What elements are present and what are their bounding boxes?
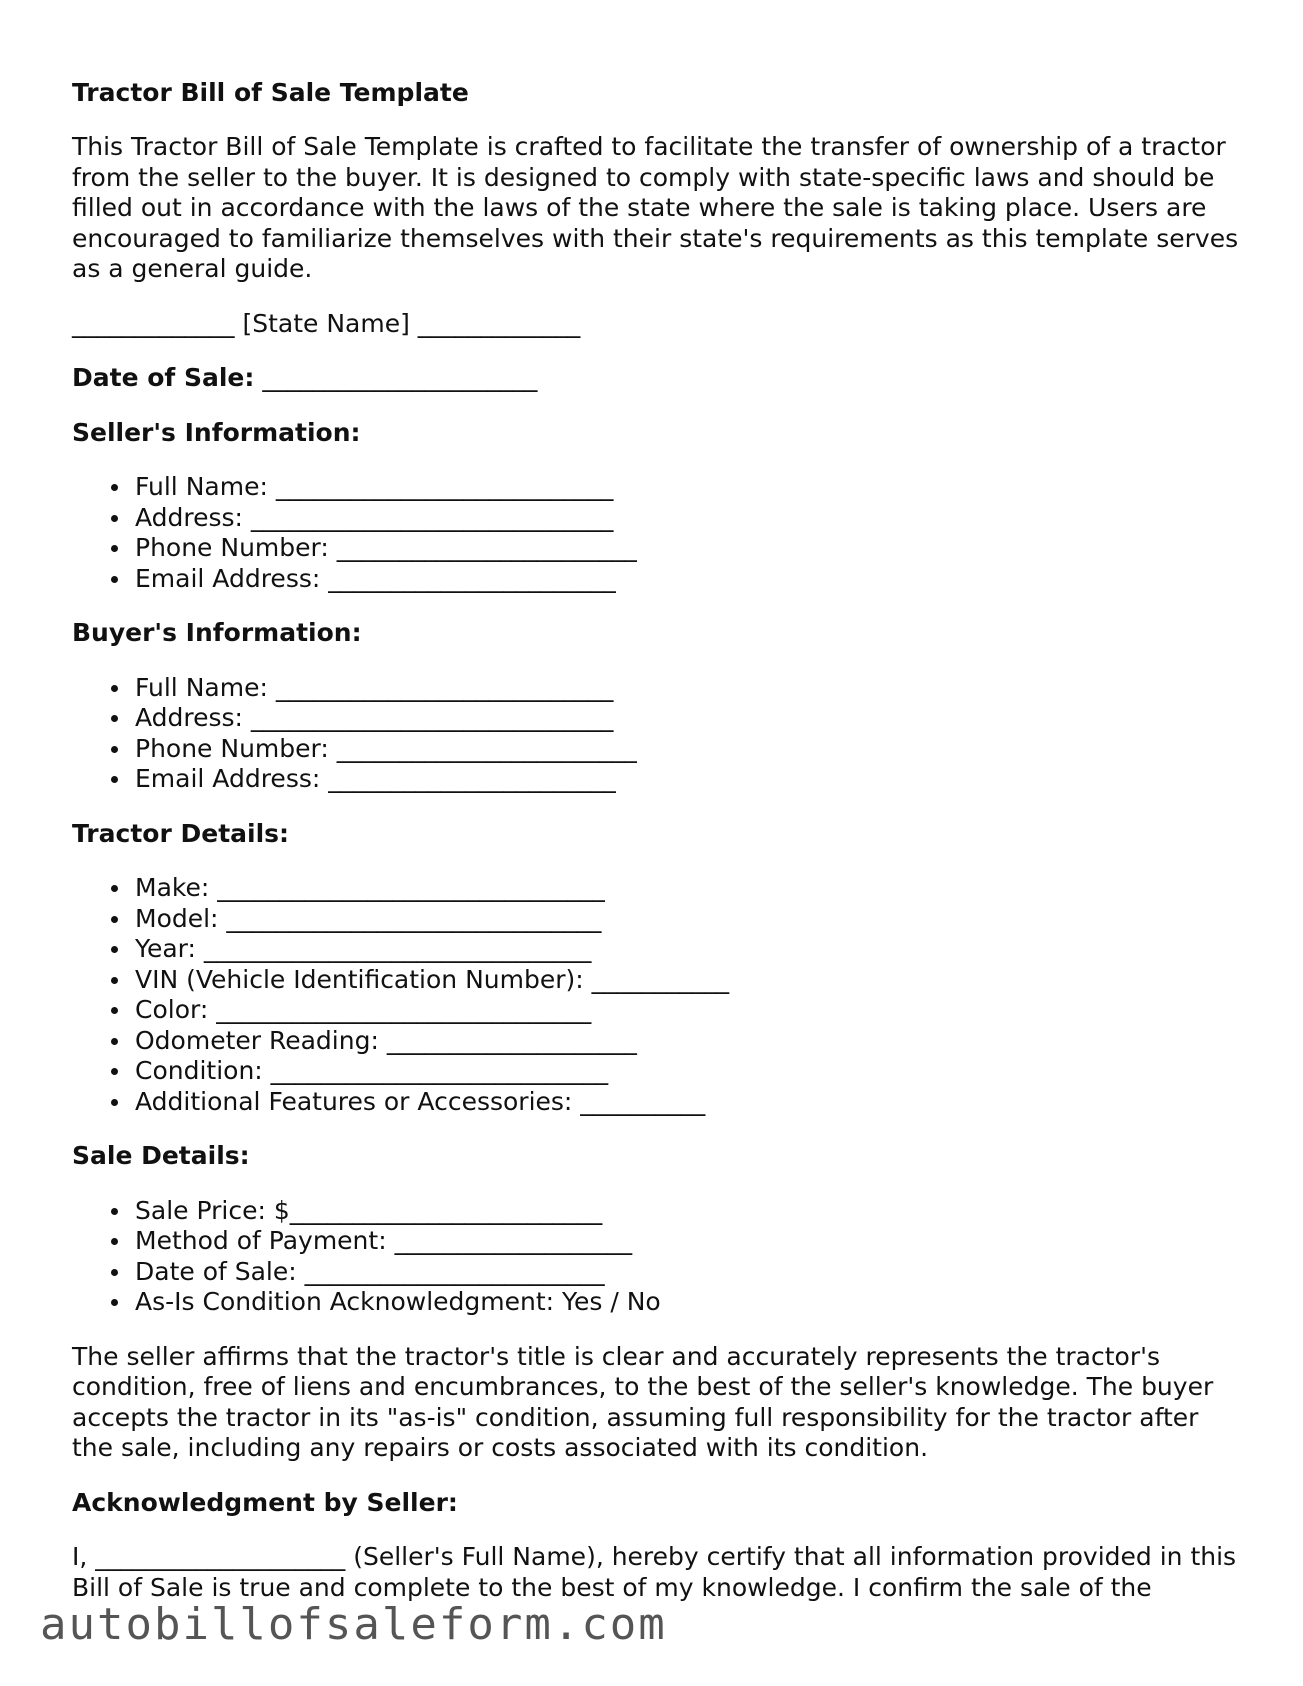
list-item: Date of Sale: ________________________: [135, 1257, 1242, 1288]
list-item: Full Name: ___________________________: [135, 673, 1242, 704]
list-item: Additional Features or Accessories: __________: [135, 1087, 1242, 1118]
list-item: Method of Payment: ___________________: [135, 1226, 1242, 1257]
tractor-heading: Tractor Details:: [72, 818, 290, 848]
intro-paragraph: This Tractor Bill of Sale Template is crafted to facilitate the transfer of ownership of a tractor from the seller to the buyer. It is designed to comply with state-specific laws and should be filled out in accordance with the laws of the state where the sale is taking place. Users are encouraged to familiarize themselves with their state's requirements as this template serves as a general guide.: [72, 132, 1239, 283]
date-of-sale-blank: ______________________: [262, 363, 538, 392]
watermark-text: autobillofsaleform.com: [40, 1599, 667, 1650]
document-title: Tractor Bill of Sale Template: [72, 78, 469, 107]
list-item: Address: _____________________________: [135, 503, 1242, 534]
buyer-heading: Buyer's Information:: [72, 618, 362, 647]
list-item: Year: _______________________________: [135, 934, 1242, 965]
seller-heading: Seller's Information:: [72, 417, 361, 447]
date-of-sale-line: [72, 363, 1242, 394]
affirmation-paragraph: The seller affirms that the tractor's title is clear and accurately represents the tractor's condition, free of liens and encumbrances, to the best of the seller's knowledge. The buyer accepts the tractor in its "as-is" condition, assuming full responsibility for the tractor after the sale, including any repairs or costs associated with its condition.: [72, 1341, 1214, 1462]
sale-heading: Sale Details:: [72, 1141, 250, 1170]
list-item: As-Is Condition Acknowledgment: Yes / No: [135, 1287, 1242, 1318]
state-name-line: _____________ [State Name] _____________: [72, 308, 581, 338]
acknowledgment-paragraph: I, ____________________ (Seller's Full Name), hereby certify that all information provided in this Bill of Sale is true and complete to the best of my knowledge. I confirm the sale of the: [72, 1542, 1237, 1602]
list-item: Address: _____________________________: [135, 703, 1242, 734]
list-item: VIN (Vehicle Identification Number): ___________: [135, 965, 1242, 996]
seller-field-list: [72, 472, 1242, 594]
list-item: Phone Number: ________________________: [135, 734, 1242, 765]
list-item: Model: ______________________________: [135, 904, 1242, 935]
document-page: [72, 78, 1242, 1627]
list-item: Odometer Reading: ____________________: [135, 1026, 1242, 1057]
date-of-sale-label: Date of Sale:: [72, 363, 255, 392]
sale-field-list: [72, 1196, 1242, 1318]
list-item: Email Address: _______________________: [135, 764, 1242, 795]
list-item: Full Name: ___________________________: [135, 472, 1242, 503]
buyer-field-list: [72, 673, 1242, 795]
list-item: Color: ______________________________: [135, 995, 1242, 1026]
list-item: Email Address: _______________________: [135, 564, 1242, 595]
list-item: Make: _______________________________: [135, 873, 1242, 904]
list-item: Phone Number: ________________________: [135, 533, 1242, 564]
tractor-field-list: [72, 873, 1242, 1117]
acknowledgment-heading: Acknowledgment by Seller:: [72, 1487, 458, 1517]
list-item: Sale Price: $_________________________: [135, 1196, 1242, 1227]
list-item: Condition: ___________________________: [135, 1056, 1242, 1087]
